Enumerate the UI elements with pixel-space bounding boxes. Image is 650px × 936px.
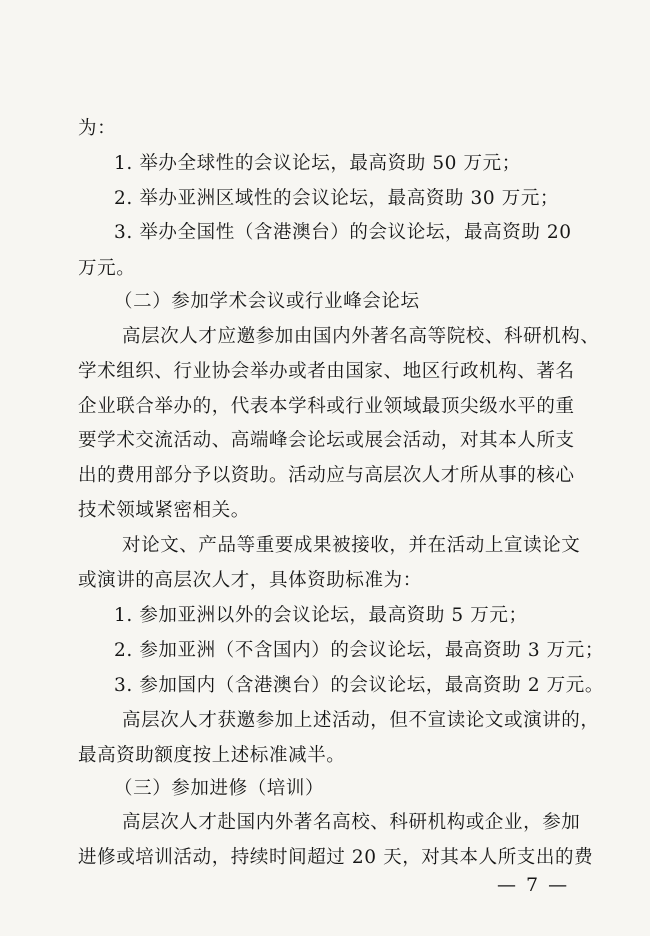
- section-heading: （二）参加学术会议或行业峰会论坛: [114, 291, 420, 312]
- page-number: — 7 —: [497, 874, 570, 896]
- section-heading: （三）参加进修（培训）: [114, 778, 325, 799]
- text-line: 为：: [78, 118, 117, 139]
- paragraph-line: 出的费用部分予以资助。活动应与高层次人才所从事的核心: [78, 465, 575, 486]
- list-item: 1. 举办全球性的会议论坛，最高资助 50 万元；: [114, 153, 521, 174]
- text-line: 万元。: [78, 258, 136, 279]
- list-item: 3. 参加国内（含港澳台）的会议论坛，最高资助 2 万元。: [114, 675, 604, 696]
- paragraph-line: 学术组织、行业协会举办或者由国家、地区行政机构、著名: [78, 361, 575, 382]
- list-item: 1. 参加亚洲以外的会议论坛，最高资助 5 万元；: [114, 605, 528, 626]
- paragraph-line: 高层次人才赴国内外著名高校、科研机构或企业，参加: [122, 812, 581, 833]
- list-item: 3. 举办全国性（含港澳台）的会议论坛，最高资助 20: [114, 222, 572, 243]
- list-item: 2. 参加亚洲（不含国内）的会议论坛，最高资助 3 万元；: [114, 640, 604, 661]
- paragraph-line: 高层次人才获邀参加上述活动，但不宣读论文或演讲的，: [122, 710, 600, 731]
- paragraph-line: 最高资助额度按上述标准减半。: [78, 745, 346, 766]
- paragraph-line: 或演讲的高层次人才，具体资助标准为：: [78, 570, 422, 591]
- paragraph-line: 要学术交流活动、高端峰会论坛或展会活动，对其本人所支: [78, 430, 575, 451]
- list-item: 2. 举办亚洲区域性的会议论坛，最高资助 30 万元；: [114, 188, 560, 209]
- paragraph-line: 企业联合举办的，代表本学科或行业领域最顶尖级水平的重: [78, 396, 575, 417]
- paragraph-line: 对论文、产品等重要成果被接收，并在活动上宣读论文: [122, 535, 581, 556]
- paragraph-line: 技术领域紧密相关。: [78, 500, 250, 521]
- paragraph-line: 高层次人才应邀参加由国内外著名高等院校、科研机构、: [122, 326, 600, 347]
- paragraph-line: 进修或培训活动，持续时间超过 20 天，对其本人所支出的费: [78, 847, 594, 868]
